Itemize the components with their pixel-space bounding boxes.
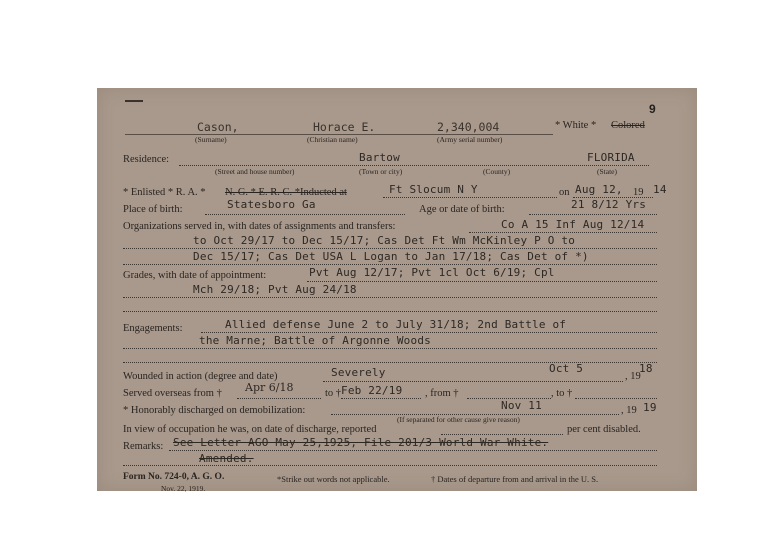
engagement-rule-2 — [123, 348, 657, 349]
form-number: Form No. 724-0, A. G. O. — [123, 472, 225, 482]
overseas-from-line — [237, 398, 321, 399]
org-rule-1 — [469, 232, 657, 233]
serial-number-value: 2,340,004 — [437, 120, 500, 134]
grade-line-1: Pvt Aug 12/17; Pvt 1cl Oct 6/19; Cpl — [309, 266, 555, 279]
card-number: 9 — [649, 102, 656, 116]
wounded-label: Wounded in action (degree and date) — [123, 371, 278, 382]
overseas-from-value: Apr 6/18 — [245, 381, 294, 394]
org-line-2: to Oct 29/17 to Dec 15/17; Cas Det Ft Wm McKinley P O to — [193, 234, 576, 247]
birthplace-value: Statesboro Ga — [227, 198, 316, 211]
age-label: Age or date of birth: — [419, 204, 505, 215]
separated-caption: (If separated for other cause give reason) — [397, 415, 520, 424]
street-caption: (Street and house number) — [215, 167, 295, 176]
overseas-to-line — [341, 398, 421, 399]
org-line-3: Dec 15/17; Cas Det USA L Logan to Jan 17/18; Cas Det of *) — [193, 250, 589, 263]
org-line-1: Co A 15 Inf Aug 12/14 — [501, 218, 645, 231]
discharge-year-label: , 19 — [621, 405, 637, 416]
birthplace-label: Place of birth: — [123, 204, 183, 215]
inducted-line — [383, 197, 557, 198]
grade-rule-3 — [123, 311, 657, 312]
enlist-century: 19 — [633, 187, 644, 198]
age-line — [529, 214, 657, 215]
overseas-to2-label: , to † — [551, 388, 573, 399]
remarks-line-1: See Letter AGO May 25,1925, File 201/3 World War White. — [173, 436, 549, 449]
residence-line — [179, 165, 649, 166]
discharge-year-value: 19 — [643, 401, 657, 414]
residence-label: Residence: — [123, 154, 170, 165]
remarks-rule-1 — [169, 450, 657, 451]
engagement-line-1: Allied defense June 2 to July 31/18; 2nd Battle of — [225, 318, 567, 331]
overseas-label: Served overseas from † — [123, 388, 222, 399]
race-white-label: * White * — [555, 120, 597, 131]
remarks-line-2: Amended. — [199, 452, 254, 465]
residence-town-value: Bartow — [359, 151, 400, 164]
enlistment-type-struck: N. G. * E. R. C. *Inducted at — [225, 187, 347, 198]
race-colored-struck: Colored — [611, 120, 645, 131]
overseas-to-label: to † — [325, 388, 342, 399]
wounded-date-value: Oct 5 — [549, 362, 584, 375]
overseas-to2-line — [575, 398, 657, 399]
remarks-rule-2 — [123, 465, 657, 466]
grade-rule-2 — [123, 297, 657, 298]
engagement-line-2: the Marne; Battle of Argonne Woods — [199, 334, 431, 347]
surname-value: Cason, — [197, 120, 239, 134]
age-value: 21 8/12 Yrs — [571, 198, 647, 211]
top-left-dash — [125, 100, 143, 102]
occupation-label: In view of occupation he was, on date of discharge, reported — [123, 424, 377, 435]
occupation-line — [441, 434, 563, 435]
footnote-strike: *Strike out words not applicable. — [277, 474, 390, 484]
on-label: on — [559, 187, 570, 198]
enlist-year-value: 14 — [653, 183, 667, 196]
serial-caption: (Army serial number) — [437, 135, 503, 144]
residence-state-value: FLORIDA — [587, 151, 635, 164]
grades-label: Grades, with date of appointment: — [123, 270, 267, 281]
birthplace-line — [205, 214, 405, 215]
christian-name-value: Horace E. — [313, 120, 376, 134]
discharge-date-value: Nov 11 — [501, 399, 542, 412]
org-rule-2 — [123, 248, 657, 249]
org-rule-3 — [123, 264, 657, 265]
grade-rule-1 — [307, 281, 657, 282]
wounded-year-label: , 19 — [625, 371, 641, 382]
form-date: Nov. 22, 1919. — [161, 484, 206, 493]
surname-caption: (Surname) — [195, 135, 227, 144]
engagements-label: Engagements: — [123, 323, 183, 334]
wounded-value: Severely — [331, 366, 386, 379]
grade-line-2: Mch 29/18; Pvt Aug 24/18 — [193, 283, 357, 296]
remarks-label: Remarks: — [123, 441, 164, 452]
organizations-label: Organizations served in, with dates of assignments and transfers: — [123, 221, 396, 232]
overseas-from2-label: , from † — [425, 388, 459, 399]
town-caption: (Town or city) — [359, 167, 403, 176]
discharge-label: * Honorably discharged on demobilization: — [123, 405, 306, 416]
wounded-year-value: 18 — [639, 362, 653, 375]
christian-caption: (Christian name) — [307, 135, 358, 144]
percent-disabled-label: per cent disabled. — [567, 424, 641, 435]
state-caption: (State) — [597, 167, 617, 176]
service-record-card — [97, 88, 697, 491]
county-caption: (County) — [483, 167, 511, 176]
enlist-date-value: Aug 12, — [575, 183, 623, 196]
enlisted-label: * Enlisted * R. A. * — [123, 187, 206, 198]
overseas-to-value: Feb 22/19 — [341, 384, 403, 397]
footnote-dates: † Dates of departure from and arrival in the U. S. — [431, 474, 599, 484]
inducted-place-value: Ft Slocum N Y — [389, 183, 478, 196]
engagement-rule-1 — [201, 332, 657, 333]
wounded-line — [323, 381, 623, 382]
